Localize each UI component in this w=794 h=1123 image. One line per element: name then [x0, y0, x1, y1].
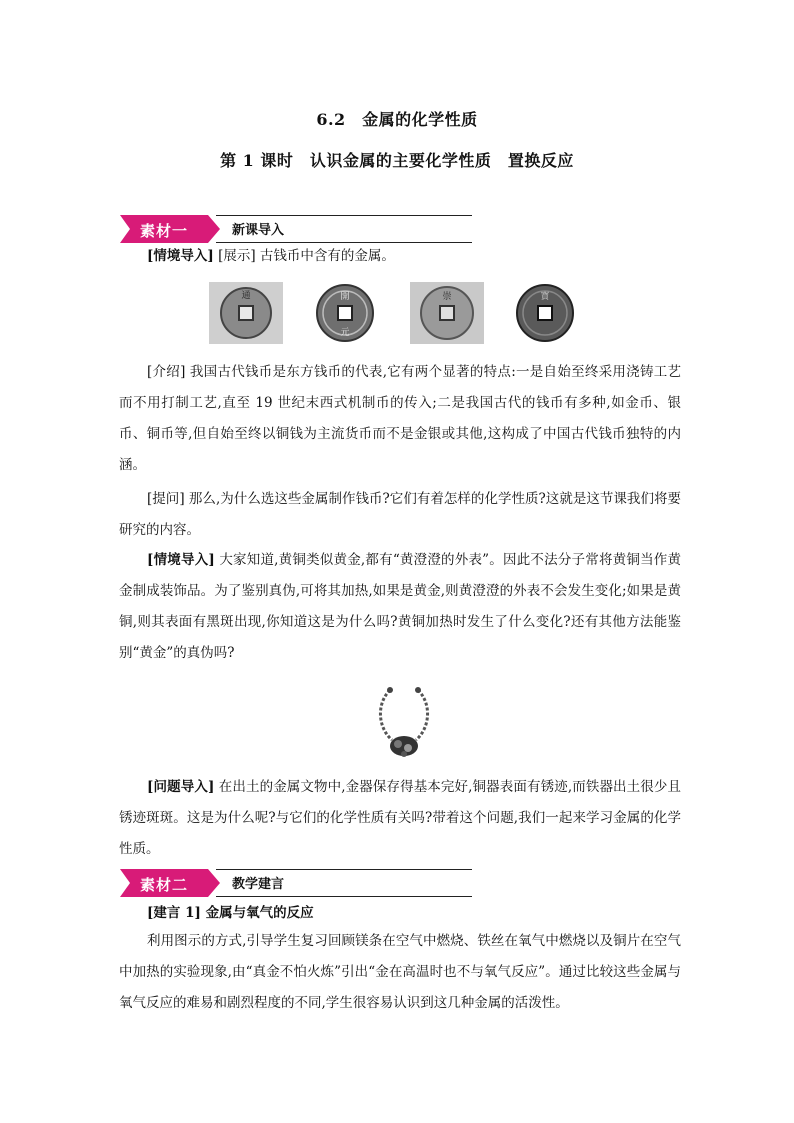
coin-image-4: [508, 282, 582, 344]
ancient-coin-icon: [209, 282, 283, 344]
svg-text:通: 通: [241, 291, 251, 301]
problem-paragraph: [119, 772, 681, 865]
scenario-tag: [情境导入]: [147, 552, 215, 568]
svg-text:崇: 崇: [442, 292, 452, 302]
problem-text: 在出土的金属文物中,金器保存得基本完好,铜器表面有锈迹,而铁器出土很少且锈迹斑斑。这是为什么呢?与它们的化学性质有关吗?带着这个问题,我们一起来学习金属的化学性质。: [119, 779, 682, 857]
suggestion-heading: [119, 900, 681, 926]
coin-image-3: [410, 282, 484, 344]
suggestion-title: 金属与氧气的反应: [200, 905, 314, 921]
coin-image-1: [209, 282, 283, 344]
suggestion-tag: [建言 1]: [147, 905, 201, 921]
ancient-coin-icon: [308, 282, 382, 344]
intro-paragraph: [119, 244, 681, 268]
scenario-paragraph: [119, 545, 681, 669]
question-paragraph: [提问] 那么,为什么选这些金属制作钱币?它们有着怎样的化学性质?这就是这节课我们将要研究的内容。: [119, 491, 681, 538]
intro-tag: [情境导入]: [147, 248, 214, 264]
badge-bottom-line: [216, 896, 472, 897]
lesson-title: 第 1 课时 认识金属的主要化学性质 置换反应: [220, 151, 574, 170]
badge-label: 素材一: [140, 222, 189, 240]
intro-text: [展示] 古钱币中含有的金属。: [218, 248, 395, 264]
badge-label: 素材二: [140, 876, 189, 894]
badge-top-line: [216, 215, 472, 216]
ancient-coin-icon: [410, 282, 484, 344]
svg-text:開: 開: [340, 292, 350, 302]
section-title: 6.2 金属的化学性质: [316, 110, 478, 129]
badge-top-line: [216, 869, 472, 870]
suggestion-paragraph: 利用图示的方式,引导学生复习回顾镁条在空气中燃烧、铁丝在氧气中燃烧以及铜片在空气中加热的实验现象,由“真金不怕火炼”引出“金在高温时也不与氧气反应”。通过比较这些金属与氧气反应的难易和剧烈程度的不同,学生很容易认识到这几种金属的活泼性。: [119, 933, 681, 1011]
necklace-icon: [370, 684, 438, 764]
badge-bottom-line: [216, 242, 472, 243]
coin-image-2: [308, 282, 382, 344]
badge-heading: 教学建言: [232, 877, 285, 892]
svg-text:寳: 寳: [540, 292, 550, 302]
svg-text:元: 元: [340, 328, 350, 338]
introduction-paragraph: [介绍] 我国古代钱币是东方钱币的代表,它有两个显著的特点:一是自始至终采用浇铸工艺而不用打制工艺,直至 19 世纪末西式机制币的传入;二是我国古代的钱币有多种,如金币、银币、铜币等,但自始至终以铜钱为主流货币而不是金银或其他,这构成了中国古代钱币独特的内涵。: [119, 364, 681, 473]
scenario-text: 大家知道,黄铜类似黄金,都有“黄澄澄的外表”。因此不法分子常将黄铜当作黄金制成装饰品。为了鉴别真伪,可将其加热,如果是黄金,则黄澄澄的外表不会发生变化;如果是黄铜,则其表面有黑斑出现,你知道这是为什么吗?黄铜加热时发生了什么变化?还有其他方法能鉴别“黄金”的真伪吗?: [119, 552, 681, 661]
section-badge-1: [120, 215, 472, 243]
badge-heading: 新课导入: [232, 223, 285, 238]
section-badge-2: [120, 869, 472, 897]
ancient-coin-icon: [508, 282, 582, 344]
problem-tag: [问题导入]: [147, 779, 215, 795]
